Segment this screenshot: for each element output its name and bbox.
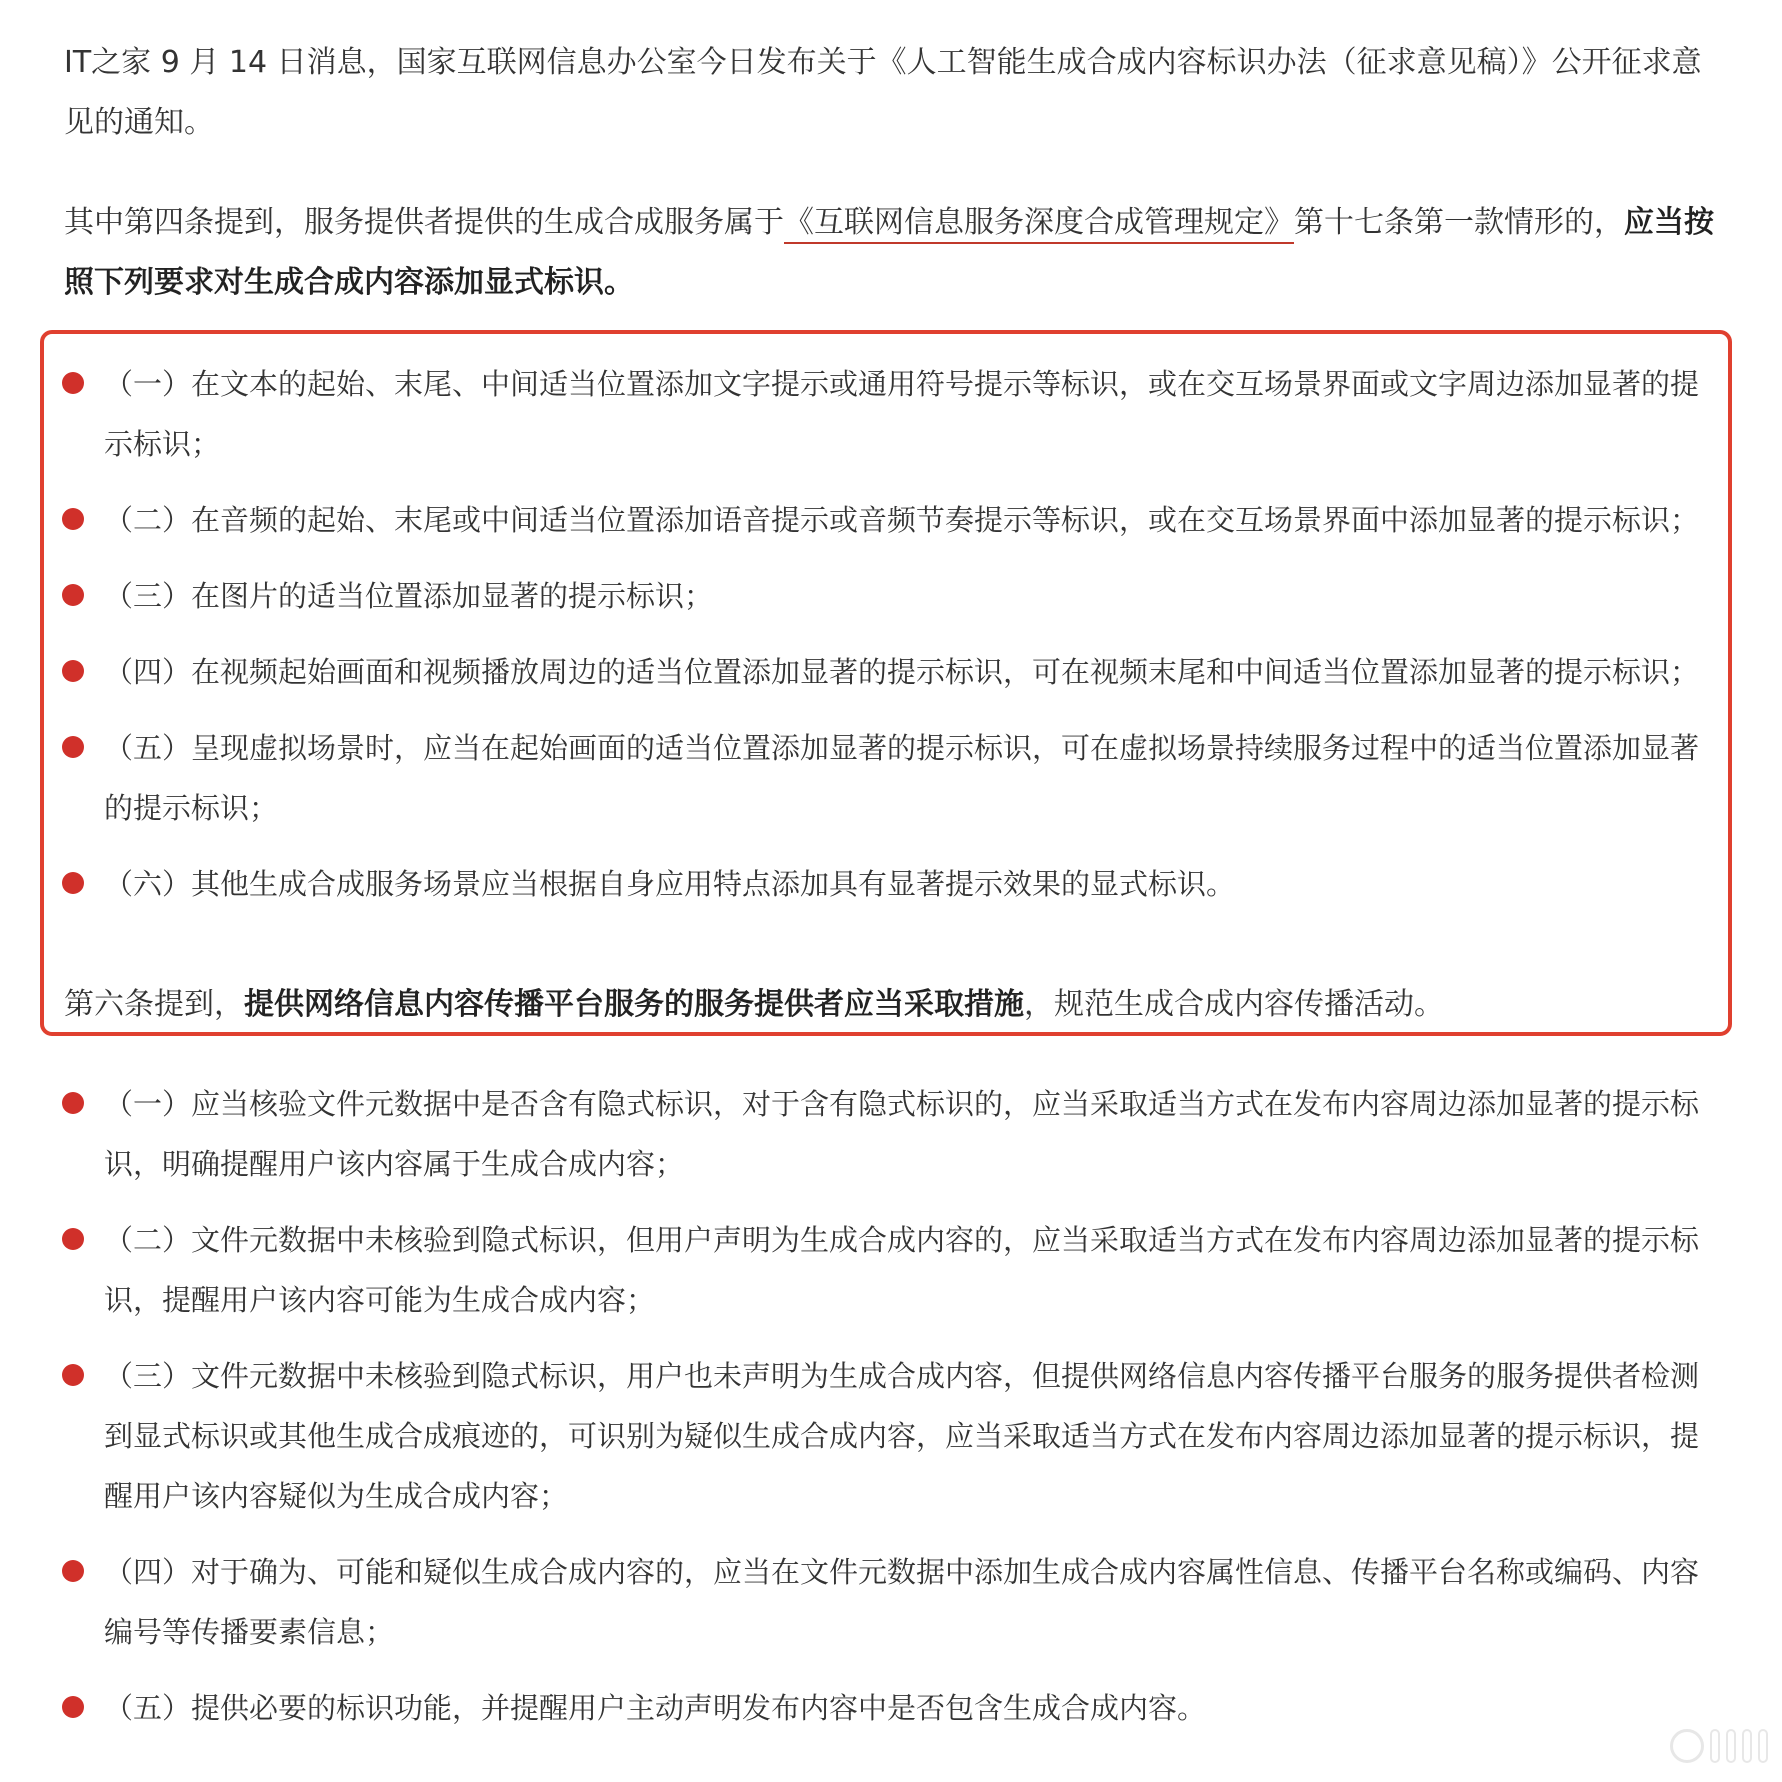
article4-suffix: 第十七条第一款情形的， [1294,205,1624,240]
list-item [0,354,1782,474]
list-item [0,1678,1782,1738]
red-dot-icon [62,508,84,530]
list-item [0,566,1782,626]
watermark-logo [1538,1724,1768,1768]
list-item [0,854,1782,914]
article6-paragraph [64,975,1714,1035]
list-item-text: （四）在视频起始画面和视频播放周边的适当位置添加显著的提示标识，可在视频末尾和中间适当位置添加显著的提示标识； [104,655,1700,689]
list-item [0,1210,1782,1330]
article6-list [0,1074,1782,1754]
list-item [0,642,1782,702]
list-item [0,1542,1782,1662]
watermark-bar-icon [1710,1729,1720,1763]
red-dot-icon [62,736,84,758]
list-item-text: （五）提供必要的标识功能，并提醒用户主动声明发布内容中是否包含生成合成内容。 [104,1691,1207,1725]
intro-text: IT之家 9 月 14 日消息，国家互联网信息办公室今日发布关于《人工智能生成合成内容标识办法（征求意见稿）》公开征求意见的通知。 [64,45,1702,140]
list-item-text: （一）在文本的起始、末尾、中间适当位置添加文字提示或通用符号提示等标识，或在交互场景界面或文字周边添加显著的提示标识； [104,367,1700,461]
red-dot-icon [62,1696,84,1718]
list-item [0,1074,1782,1194]
article6-bold: 提供网络信息内容传播平台服务的服务提供者应当采取措施 [244,987,1024,1022]
list-item [0,490,1782,550]
article4-prefix: 其中第四条提到，服务提供者提供的生成合成服务属于 [64,205,784,240]
red-dot-icon [62,372,84,394]
red-dot-icon [62,872,84,894]
watermark-bar-icon [1742,1729,1752,1763]
list-item-text: （六）其他生成合成服务场景应当根据自身应用特点添加具有显著提示效果的显式标识。 [104,867,1236,901]
watermark-bar-icon [1726,1729,1736,1763]
list-item-text: （二）文件元数据中未核验到隐式标识，但用户声明为生成合成内容的，应当采取适当方式在发布内容周边添加显著的提示标识，提醒用户该内容可能为生成合成内容； [104,1223,1700,1317]
list-item [0,718,1782,838]
list-item-text: （二）在音频的起始、末尾或中间适当位置添加语音提示或音频节奏提示等标识，或在交互场景界面中添加显著的提示标识； [104,503,1700,537]
list-item-text: （四）对于确为、可能和疑似生成合成内容的，应当在文件元数据中添加生成合成内容属性信息、传播平台名称或编码、内容编号等传播要素信息； [104,1555,1700,1649]
list-item-text: （一）应当核验文件元数据中是否含有隐式标识，对于含有隐式标识的，应当采取适当方式在发布内容周边添加显著的提示标识，明确提醒用户该内容属于生成合成内容； [104,1087,1700,1181]
article4-bold: 应当按照下列要求对生成合成内容添加显式标识。 [64,205,1714,300]
intro-paragraph [64,33,1714,153]
watermark-bar-icon [1758,1729,1768,1763]
red-dot-icon [62,1092,84,1114]
article6-prefix: 第六条提到， [64,987,244,1022]
red-dot-icon [62,660,84,682]
red-dot-icon [62,584,84,606]
list-item-text: （三）在图片的适当位置添加显著的提示标识； [104,579,714,613]
list-item [0,1346,1782,1526]
red-dot-icon [62,1364,84,1386]
article4-paragraph [64,193,1714,313]
article4-list [0,354,1782,930]
watermark-ring-icon [1670,1729,1704,1763]
red-dot-icon [62,1560,84,1582]
red-dot-icon [62,1228,84,1250]
article6-suffix: ，规范生成合成内容传播活动。 [1024,987,1444,1022]
list-item-text: （三）文件元数据中未核验到隐式标识，用户也未声明为生成合成内容，但提供网络信息内容传播平台服务的服务提供者检测到显式标识或其他生成合成痕迹的，可识别为疑似生成合成内容，应当采取适当方式在发布内容周边添加显著的提示标识，提醒用户该内容疑似为生成合成内容； [104,1359,1700,1513]
regulation-link[interactable]: 《互联网信息服务深度合成管理规定》 [784,205,1294,244]
list-item-text: （五）呈现虚拟场景时，应当在起始画面的适当位置添加显著的提示标识，可在虚拟场景持续服务过程中的适当位置添加显著的提示标识； [104,731,1700,825]
